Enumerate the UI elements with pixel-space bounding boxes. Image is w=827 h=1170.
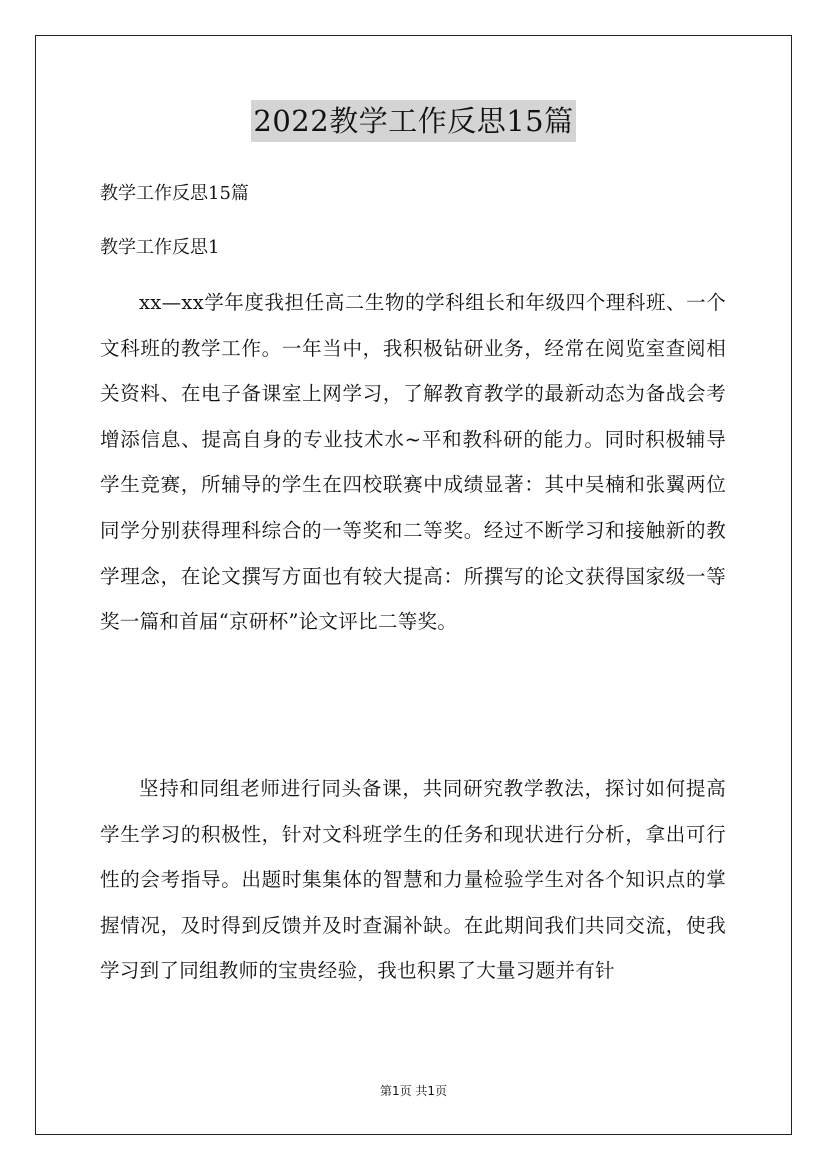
- page-footer: 第1页 共1页: [379, 1084, 448, 1098]
- document-subtitle: 教学工作反思15篇: [100, 183, 249, 204]
- title-container: [0, 100, 827, 142]
- document-title: 2022教学工作反思15篇: [251, 100, 575, 142]
- section-heading: 教学工作反思1: [100, 237, 220, 258]
- paragraph-2: 坚持和同组老师进行同头备课，共同研究教学教法，探讨如何提高学生学习的积极性，针对文科班学生的任务和现状进行分析，拿出可行性的会考指导。出题时集集体的智慧和力量检验学生对各个知识点的掌握情况，及时得到反馈并及时查漏补缺。在此期间我们共同交流，使我学习到了同组教师的宝贵经验，我也积累了大量习题并有针: [100, 777, 726, 983]
- paragraph-1: xx—xx学年度我担任高二生物的学科组长和年级四个理科班、一个文科班的教学工作。一年当中，我积极钻研业务，经常在阅览室查阅相关资料、在电子备课室上网学习，了解教育教学的最新动态为备战会考增添信息、提高自身的专业技术水~平和教科研的能力。同时积极辅导学生竞赛，所辅导的学生在四校联赛中成绩显著：其中吴楠和张翼两位同学分别获得理科综合的一等奖和二等奖。经过不断学习和接触新的教学理念，在论文撰写方面也有较大提高：所撰写的论文获得国家级一等奖一篇和首届“京研杯”论文评比二等奖。: [100, 291, 726, 634]
